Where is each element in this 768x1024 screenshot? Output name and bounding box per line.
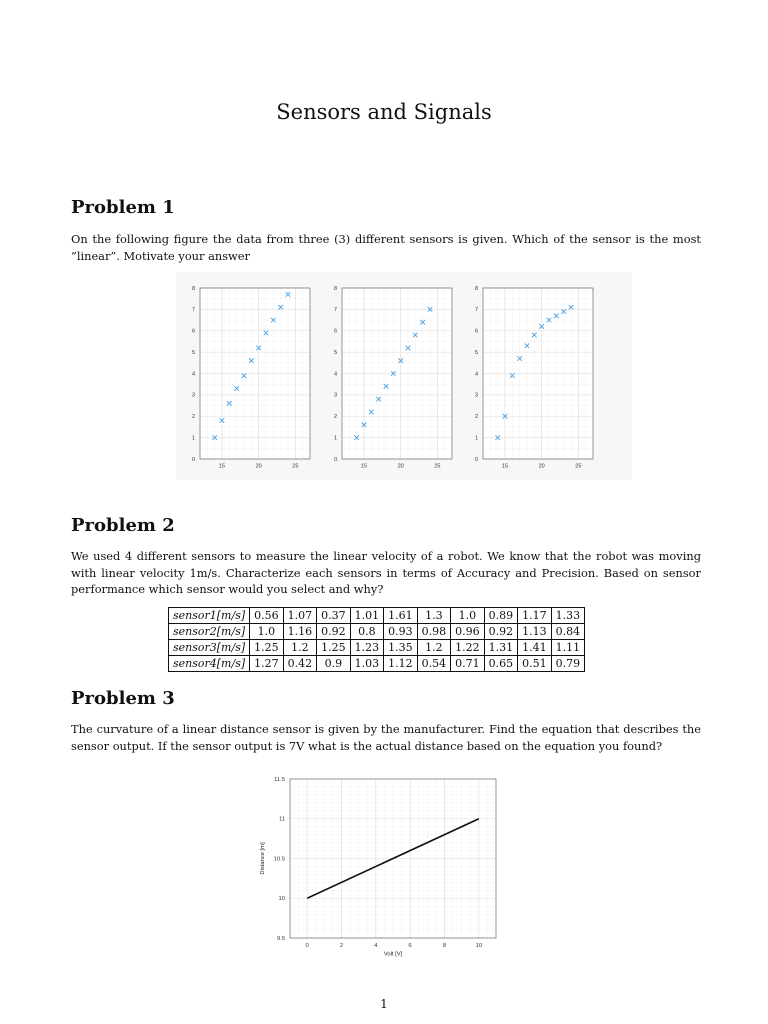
table-cell: 0.93 (384, 624, 418, 640)
table-cell: 1.03 (350, 656, 384, 672)
y-tick-label: 4 (191, 371, 195, 378)
table-cell: 0.79 (551, 656, 585, 672)
table-cell: 0.51 (518, 656, 552, 672)
table-row (169, 608, 585, 624)
row-label: sensor1[m/s] (169, 608, 250, 624)
y-tick-label: 0 (474, 456, 478, 463)
table-cell: 1.61 (384, 608, 418, 624)
table-cell: 1.23 (350, 640, 384, 656)
y-tick-label: 10.5 (273, 856, 285, 863)
table-cell: 1.2 (283, 640, 317, 656)
table-cell: 1.16 (283, 624, 317, 640)
row-label: sensor2[m/s] (169, 624, 250, 640)
table-row (169, 656, 585, 672)
y-tick-label: 7 (191, 307, 195, 314)
y-tick-label: 8 (191, 285, 195, 292)
document-title: Sensors and Signals (276, 100, 492, 124)
x-tick-label: 20 (255, 463, 262, 470)
y-tick-label: 7 (333, 307, 337, 314)
table-cell: 1.35 (384, 640, 418, 656)
x-tick-label: 25 (292, 463, 299, 470)
y-tick-label: 3 (474, 392, 478, 399)
y-tick-label: 8 (333, 285, 337, 292)
table-cell: 1.27 (250, 656, 284, 672)
distance-volt-figure (258, 768, 510, 962)
y-tick-label: 0 (333, 456, 337, 463)
x-tick-label: 6 (408, 942, 412, 949)
problem1-text: On the following figure the data from three (3) different sensors is given. Which of the sensor is the most ”linear”. Motivate your answer (71, 232, 701, 263)
y-axis-label: Distance [m] (260, 842, 266, 875)
y-tick-label: 6 (333, 328, 337, 335)
y-tick-label: 3 (333, 392, 337, 399)
table-cell: 1.11 (551, 640, 585, 656)
sensor-scatter-figure (176, 272, 632, 480)
x-tick-label: 25 (575, 463, 582, 470)
y-tick-label: 5 (191, 349, 195, 356)
table-cell: 0.71 (451, 656, 485, 672)
table-cell: 0.8 (350, 624, 384, 640)
problem2-text: We used 4 different sensors to measure the linear velocity of a robot. We know that the robot was moving with linear velocity 1m/s. Characterize each sensors in terms of Accuracy and Precision. Based on sensor performance which sensor would you select and why? (71, 549, 701, 596)
table-cell: 1.0 (250, 624, 284, 640)
y-tick-label: 11 (278, 816, 285, 823)
table-cell: 1.25 (250, 640, 284, 656)
distance-plot (260, 777, 496, 958)
table-cell: 1.33 (551, 608, 585, 624)
x-tick-label: 4 (374, 942, 378, 949)
y-tick-label: 3 (191, 392, 195, 399)
y-tick-label: 7 (474, 307, 478, 314)
sensor3-plot (475, 286, 593, 470)
problem1-heading: Problem 1 (71, 197, 175, 218)
table-cell: 0.42 (283, 656, 317, 672)
table-row (169, 640, 585, 656)
table-cell: 0.89 (484, 608, 518, 624)
table-cell: 1.22 (451, 640, 485, 656)
x-tick-label: 0 (305, 942, 309, 949)
table-cell: 0.37 (317, 608, 351, 624)
table-cell: 1.17 (518, 608, 552, 624)
y-tick-label: 0 (191, 456, 195, 463)
page-number: 1 (380, 997, 388, 1011)
table-cell: 0.92 (317, 624, 351, 640)
row-label: sensor3[m/s] (169, 640, 250, 656)
y-tick-label: 6 (474, 328, 478, 335)
y-tick-label: 2 (191, 414, 195, 421)
table-cell: 0.56 (250, 608, 284, 624)
table-row (169, 624, 585, 640)
y-tick-label: 11.5 (274, 776, 285, 783)
sensor2-plot (334, 286, 452, 470)
y-tick-label: 1 (474, 435, 478, 442)
table-cell: 1.31 (484, 640, 518, 656)
table-cell: 1.0 (451, 608, 485, 624)
y-tick-label: 2 (474, 414, 478, 421)
y-tick-label: 8 (474, 285, 478, 292)
x-tick-label: 25 (434, 463, 441, 470)
x-tick-label: 20 (538, 463, 545, 470)
table-cell: 0.54 (417, 656, 451, 672)
x-axis-label: Volt [V] (383, 951, 403, 958)
table-cell: 1.25 (317, 640, 351, 656)
sensor1-plot (192, 286, 310, 470)
table-cell: 0.96 (451, 624, 485, 640)
table-cell: 0.98 (417, 624, 451, 640)
sensor-data-table (168, 607, 585, 672)
y-tick-label: 9.5 (276, 935, 285, 942)
problem3-text: The curvature of a linear distance sensor is given by the manufacturer. Find the equation that describes the sensor output. If the sensor output is 7V what is the actual distance based on the equation you found? (71, 722, 701, 753)
table-cell: 1.41 (518, 640, 552, 656)
table-cell: 0.92 (484, 624, 518, 640)
problem3-heading: Problem 3 (71, 688, 175, 709)
table-cell: 0.65 (484, 656, 518, 672)
table-cell: 1.12 (384, 656, 418, 672)
problem2-heading: Problem 2 (71, 515, 175, 536)
table-cell: 1.01 (350, 608, 384, 624)
x-tick-label: 15 (501, 463, 509, 470)
x-tick-label: 2 (339, 942, 344, 949)
y-tick-label: 1 (191, 435, 195, 442)
y-tick-label: 10 (278, 896, 285, 903)
row-label: sensor4[m/s] (169, 656, 250, 672)
table-cell: 1.2 (417, 640, 451, 656)
x-tick-label: 15 (218, 463, 226, 470)
y-tick-label: 2 (333, 414, 337, 421)
y-tick-label: 4 (333, 371, 337, 378)
x-tick-label: 20 (397, 463, 404, 470)
table-cell: 0.84 (551, 624, 585, 640)
table-cell: 1.07 (283, 608, 317, 624)
x-tick-label: 10 (475, 942, 483, 949)
y-tick-label: 1 (333, 435, 337, 442)
x-tick-label: 15 (360, 463, 368, 470)
x-tick-label: 8 (442, 942, 447, 949)
y-tick-label: 5 (474, 349, 478, 356)
y-tick-label: 5 (333, 349, 337, 356)
table-cell: 0.9 (317, 656, 351, 672)
table-cell: 1.13 (518, 624, 552, 640)
y-tick-label: 6 (191, 328, 195, 335)
y-tick-label: 4 (474, 371, 478, 378)
table-cell: 1.3 (417, 608, 451, 624)
